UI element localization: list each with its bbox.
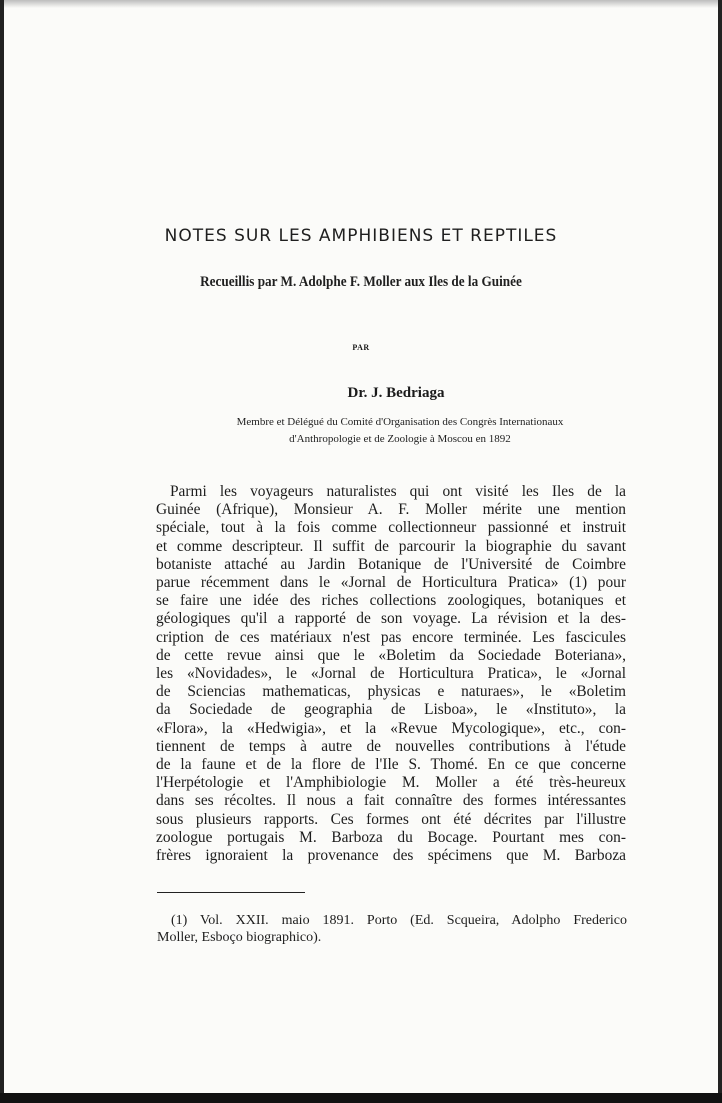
article-title: NOTES SUR LES AMPHIBIENS ET REPTILES bbox=[164, 226, 558, 246]
body-line: et comme descripteur. Il suffit de parcourir la biographie du savant bbox=[156, 537, 626, 555]
author-affiliation-line-2: d'Anthropologie et de Zoologie à Moscou en 1892 bbox=[289, 433, 511, 445]
body-line: tiennent de temps à autre de nouvelles contributions à l'étude bbox=[156, 737, 626, 755]
footnote-divider bbox=[157, 892, 305, 893]
par-label: PAR bbox=[352, 343, 370, 352]
body-line: Guinée (Afrique), Monsieur A. F. Moller mérite une mention bbox=[156, 501, 626, 519]
footnote-line-2: Moller, Esboço biographico). bbox=[157, 930, 322, 945]
scan-edge-top bbox=[0, 0, 722, 8]
body-line: spéciale, tout à la fois comme collectionneur passionné et instruit bbox=[156, 519, 626, 537]
author-affiliation-line-1: Membre et Délégué du Comité d'Organisation des Congrès Internationaux bbox=[236, 416, 564, 428]
body-line: de Sciencias mathematicas, physicas e naturaes», le «Boletim bbox=[156, 683, 626, 701]
body-line: géologiques qu'il a rapporté de son voyage. La révision et la des- bbox=[156, 610, 626, 628]
body-line: zoologue portugais M. Barboza du Bocage. Pourtant mes con- bbox=[156, 828, 626, 846]
body-line: «Flora», la «Hedwigia», et la «Revue Mycologique», etc., con- bbox=[156, 719, 626, 737]
footnote bbox=[157, 912, 627, 946]
body-line: cription de ces matériaux n'est pas encore terminée. Les fascicules bbox=[156, 628, 626, 646]
body-line: sous plusieurs rapports. Ces formes ont été décrites par l'illustre bbox=[156, 810, 626, 828]
footnote-line-1: (1) Vol. XXII. maio 1891. Porto (Ed. Scqueira, Adolpho Frederico bbox=[171, 913, 627, 928]
scan-edge-bottom bbox=[0, 1093, 722, 1103]
body-line: dans ses récoltes. Il nous a fait connaître des formes intéressantes bbox=[156, 792, 626, 810]
body-line: da Sociedade de geographia de Lisboa», le «Instituto», la bbox=[156, 701, 626, 719]
scan-edge-left bbox=[0, 0, 4, 1103]
body-line: Parmi les voyageurs naturalistes qui ont visité les Iles de la bbox=[170, 483, 626, 500]
body-line: parue récemment dans le «Jornal de Horticultura Pratica» (1) pour bbox=[156, 574, 626, 592]
scan-edge-right bbox=[718, 0, 722, 1103]
body-line: botaniste attaché au Jardin Botanique de l'Université de Coimbre bbox=[156, 555, 626, 573]
body-line: les «Novidades», le «Jornal de Horticultura Pratica», le «Jornal bbox=[156, 665, 626, 683]
body-line: frères ignoraient la provenance des spécimens que M. Barboza bbox=[156, 847, 626, 865]
article-subtitle: Recueillis par M. Adolphe F. Moller aux Iles de la Guinée bbox=[200, 274, 522, 290]
body-paragraph bbox=[156, 483, 626, 865]
body-line: se faire une idée des riches collections zoologiques, botaniques et bbox=[156, 592, 626, 610]
body-line: l'Herpétologie et l'Amphibiologie M. Moller a été très-heureux bbox=[156, 774, 626, 792]
author-name: Dr. J. Bedriaga bbox=[347, 385, 445, 401]
body-line: de la faune et de la flore de l'Ile S. Thomé. En ce que concerne bbox=[156, 756, 626, 774]
body-line: de cette revue ainsi que le «Boletim da Sociedade Boteriana», bbox=[156, 646, 626, 664]
